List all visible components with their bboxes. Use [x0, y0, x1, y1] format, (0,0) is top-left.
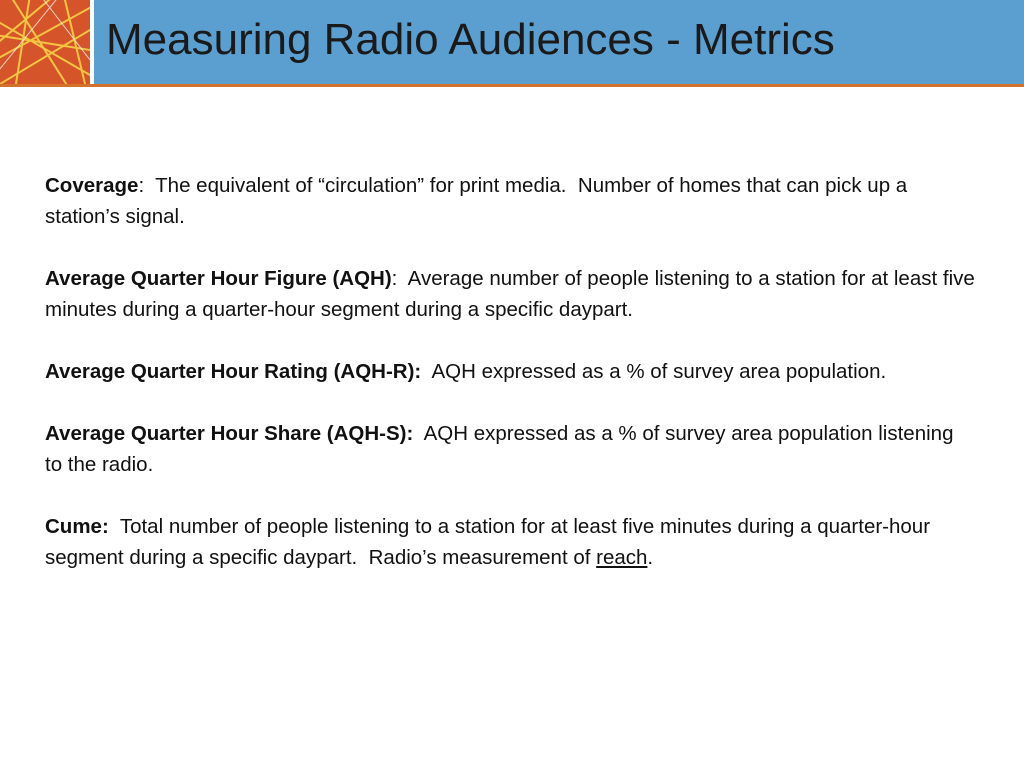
term-aqh-s: Average Quarter Hour Share (AQH-S): [45, 422, 414, 445]
definition-text: Average number of people listening to a station for at least five minutes during a quarter-hour segment during a specific daypart. [45, 267, 981, 321]
definition-text: AQH expressed as a % of survey area population listening to the radio. [45, 422, 960, 476]
definition-coverage [45, 170, 975, 232]
logo-lines-graphic [0, 0, 90, 84]
definition-aqh-r [45, 356, 975, 387]
definition-cume [45, 511, 975, 573]
slide-title: Measuring Radio Audiences - Metrics [106, 15, 835, 64]
term-coverage: Coverage [45, 174, 139, 197]
term-aqh-r: Average Quarter Hour Rating (AQH-R): [45, 360, 422, 383]
definition-text: Total number of people listening to a station for at least five minutes during a quarter-hour segment during a specific daypart. Radio’s measurement of [45, 515, 936, 569]
definition-aqh-s [45, 418, 975, 480]
definitions-list [45, 170, 981, 573]
term-separator: : [391, 267, 398, 290]
logo [0, 0, 90, 84]
logo-divider [90, 0, 94, 84]
definition-text: AQH expressed as a % of survey area population. [421, 360, 887, 383]
definition-tail: . [647, 546, 654, 569]
reach-link[interactable]: reach [596, 546, 648, 569]
term-cume: Cume: [45, 515, 109, 538]
definition-aqh [45, 263, 981, 325]
term-aqh: Average Quarter Hour Figure (AQH) [45, 267, 392, 290]
title-underline-rule [0, 84, 1024, 87]
definition-text: The equivalent of “circulation” for print media. Number of homes that can pick up a station’s signal. [45, 174, 913, 228]
term-separator: : [138, 174, 145, 197]
